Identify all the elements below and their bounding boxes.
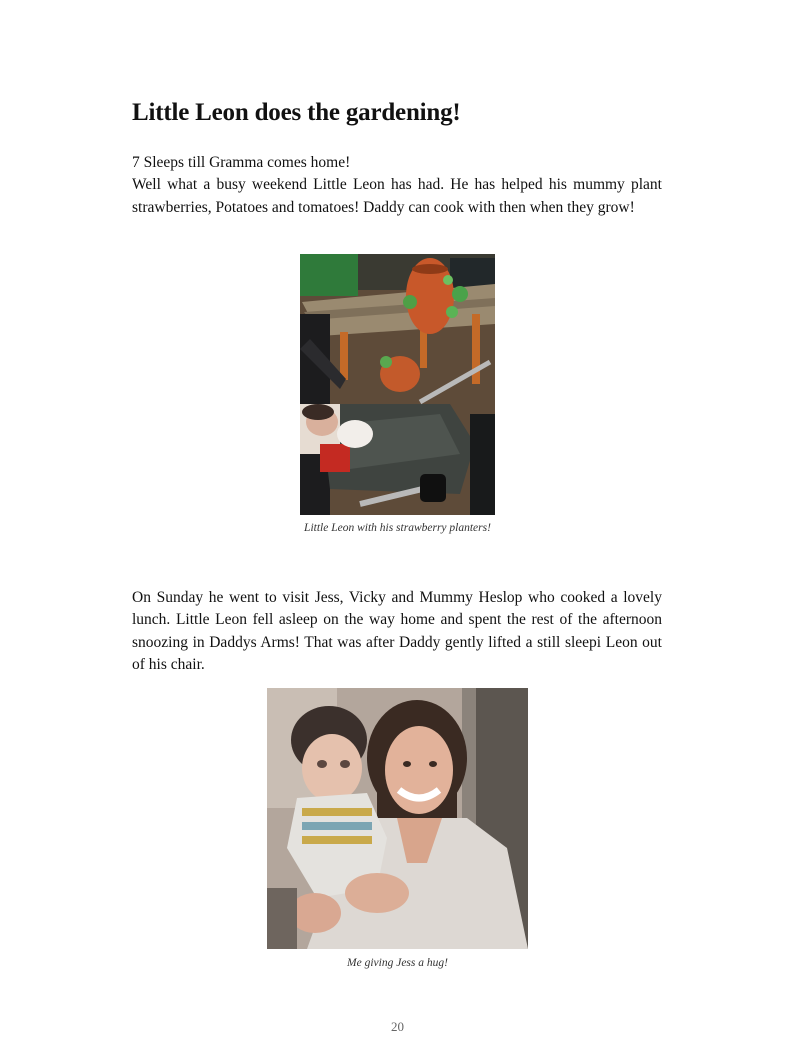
hug-photo-caption: Me giving Jess a hug! — [347, 957, 448, 969]
strawberry-planters-illustration — [300, 254, 495, 515]
sunday-paragraph: On Sunday he went to visit Jess, Vicky and Mummy Heslop who cooked a lovely lunch. Little Leon fell asleep on the way home and spent the rest of the afternoon snoozing in Daddys Arms! That was after Daddy gently lifted a still sleepi Leon out of his chair. — [132, 589, 662, 673]
countdown-line: 7 Sleeps till Gramma comes home! — [132, 154, 351, 171]
hug-photo — [267, 688, 528, 949]
weekend-text: Well what a busy weekend Little Leon has had. He has helped his mummy plant strawberries, Potatoes and tomatoes! Daddy can cook with then when they grow! — [132, 176, 662, 216]
strawberry-photo-caption: Little Leon with his strawberry planters! — [304, 522, 491, 534]
page-title: Little Leon does the gardening! — [132, 99, 461, 126]
strawberry-planters-photo — [300, 254, 495, 515]
hug-illustration — [267, 688, 528, 949]
intro-paragraph — [132, 152, 662, 219]
page-number: 20 — [391, 1019, 404, 1034]
